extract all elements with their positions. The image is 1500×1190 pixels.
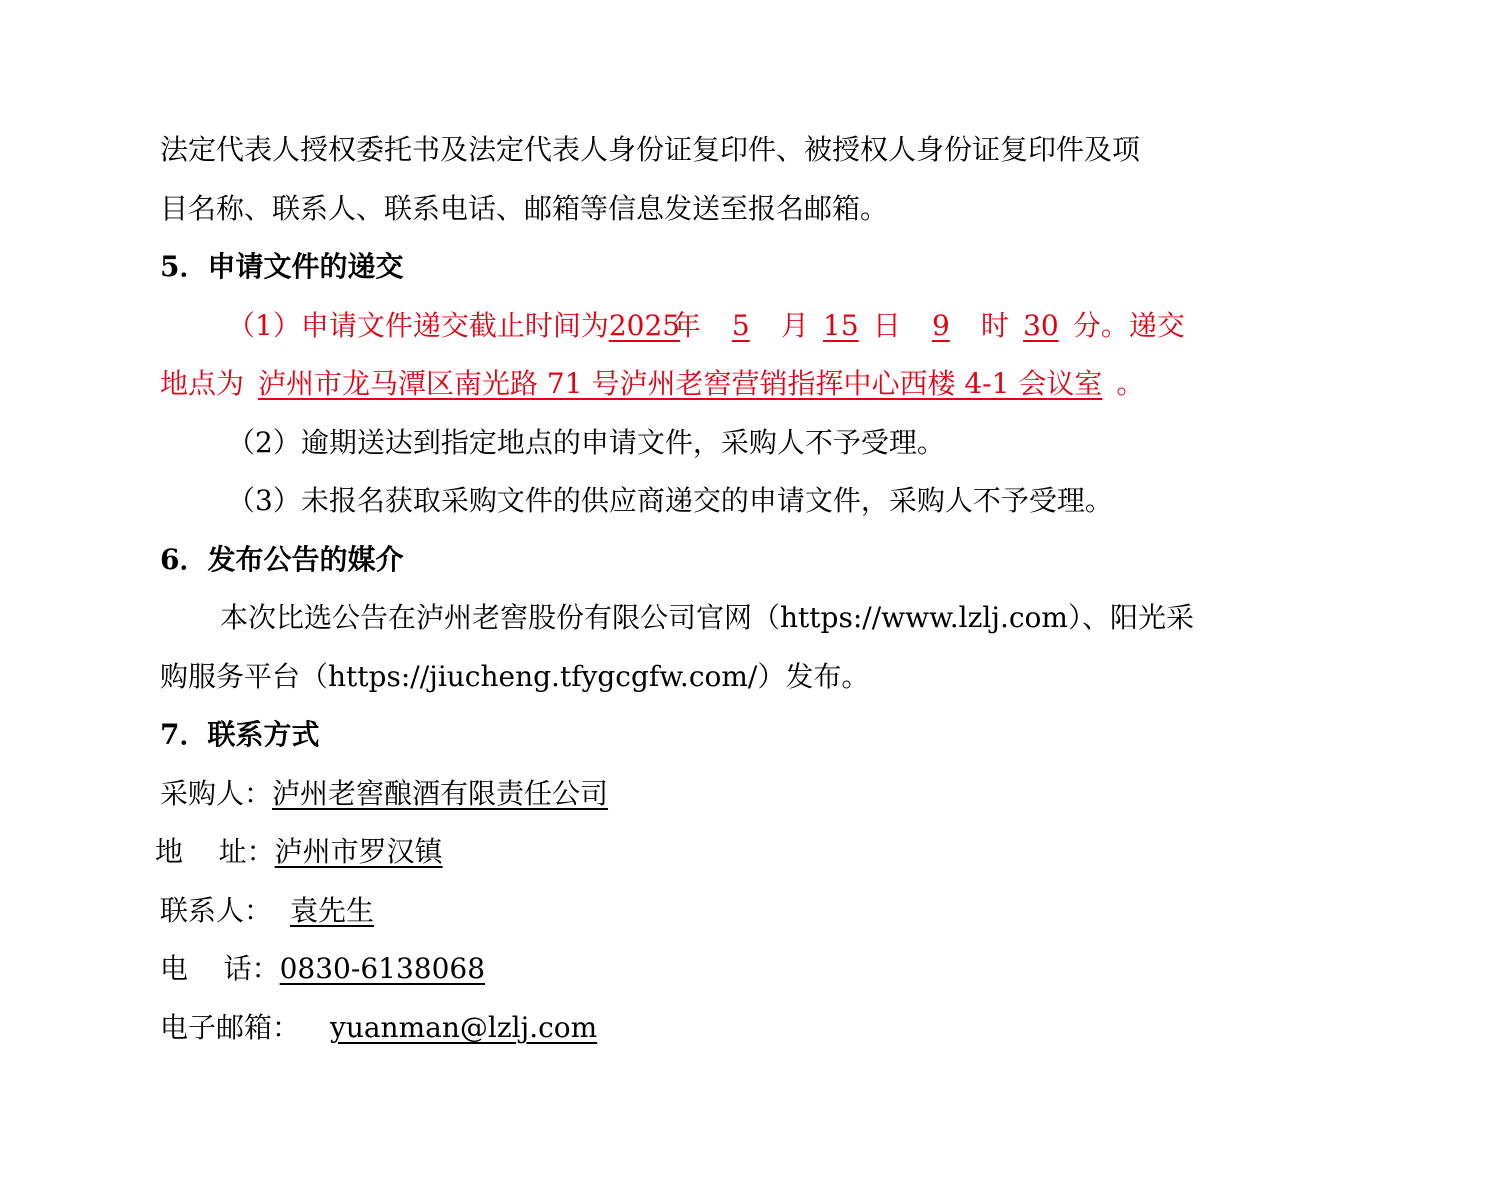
deadline-day-label: 日 <box>872 309 901 342</box>
deadline-hour-label: 时 <box>980 309 1009 342</box>
address-label: 地 址： <box>155 835 275 868</box>
deadline-minute-label: 分。递交 <box>1072 309 1185 342</box>
contact-label: 联系人： <box>160 894 273 927</box>
deadline-month: 5 <box>731 309 750 342</box>
email-value: yuanman@lzlj.com <box>330 1011 598 1044</box>
section-5-item-1-line-1 <box>227 306 1185 346</box>
email-row <box>160 1008 624 1048</box>
purchaser-row <box>160 774 608 814</box>
submission-location-end: 。 <box>1116 367 1145 400</box>
contact-row <box>160 891 538 931</box>
section-5-item-3: （3）未报名获取采购文件的供应商递交的申请文件，采购人不予受理。 <box>227 484 1113 517</box>
deadline-year-label: 年 <box>672 309 701 342</box>
section-6-line-2: 购服务平台（https://jiucheng.tfygcgfw.com/）发布。 <box>160 660 870 693</box>
section-6-heading: 6．发布公告的媒介 <box>160 543 404 576</box>
deadline-hour: 9 <box>931 309 950 342</box>
intro-line-2: 目名称、联系人、联系电话、邮箱等信息发送至报名邮箱。 <box>160 192 889 225</box>
section-5-item-2: （2）逾期送达到指定地点的申请文件，采购人不予受理。 <box>227 426 945 459</box>
deadline-day: 15 <box>823 309 859 342</box>
deadline-prefix: （1）申请文件递交截止时间为 <box>227 309 609 342</box>
purchaser-value: 泸州老窖酿酒有限责任公司 <box>272 777 609 810</box>
deadline-month-label: 月 <box>780 309 809 342</box>
address-value: 泸州市罗汉镇 <box>274 835 443 868</box>
deadline-year: 2025 <box>608 309 681 342</box>
section-5-item-1-line-2 <box>160 364 1144 404</box>
submission-location: 泸州市龙马潭区南光路 71 号泸州老窖营销指挥中心西楼 4-1 会议室 <box>258 367 1103 400</box>
contact-value: 袁先生 <box>290 894 375 927</box>
phone-row <box>160 949 590 989</box>
section-5-heading: 5．申请文件的递交 <box>160 250 404 283</box>
section-7-heading: 7．联系方式 <box>160 718 320 751</box>
submission-location-label: 地点为 <box>160 367 245 400</box>
section-6-line-1: 本次比选公告在泸州老窖股份有限公司官网（https://www.lzlj.com）、阳光采 <box>220 601 1194 634</box>
phone-value: 0830-6138068 <box>279 952 486 985</box>
address-row <box>155 832 651 872</box>
email-label: 电子邮箱： <box>160 1011 301 1044</box>
intro-line-1: 法定代表人授权委托书及法定代表人身份证复印件、被授权人身份证复印件及项 <box>160 133 1141 166</box>
phone-label: 电 话： <box>160 952 280 985</box>
deadline-minute: 30 <box>1023 309 1059 342</box>
purchaser-label: 采购人： <box>160 777 273 810</box>
